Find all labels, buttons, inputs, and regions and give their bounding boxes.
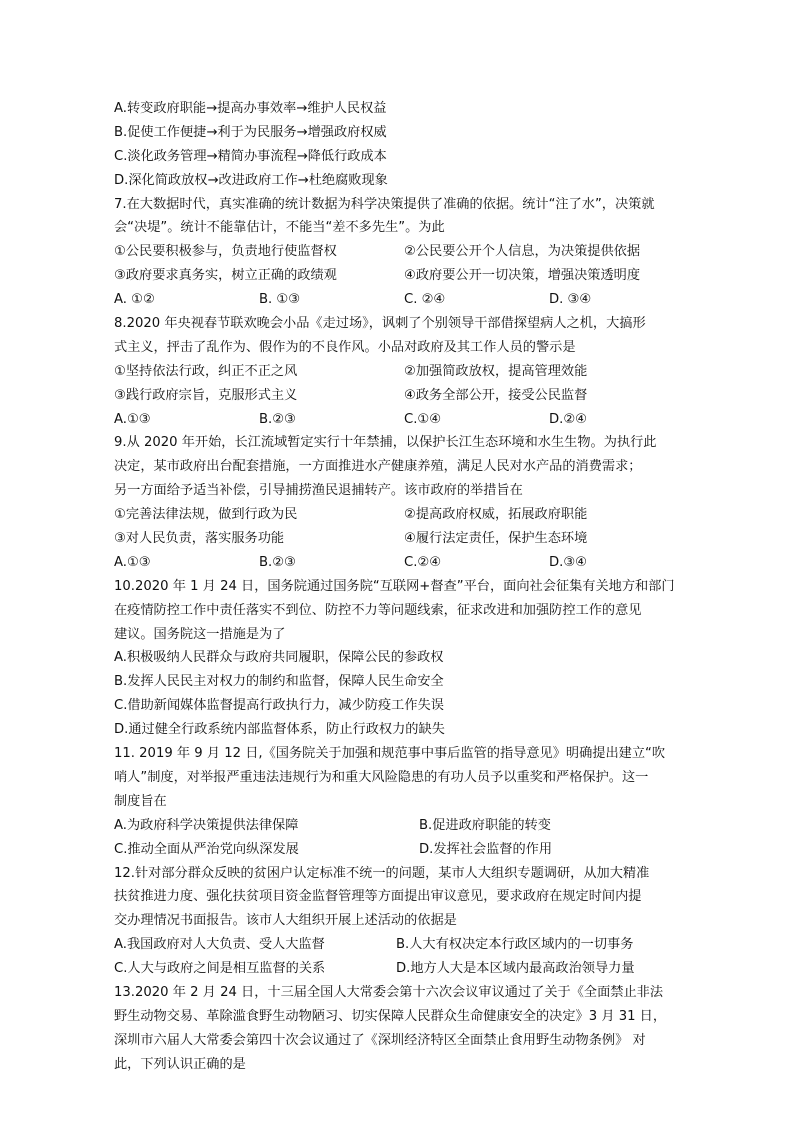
q12-choices-row-2 xyxy=(114,957,694,981)
q8-choice-d: D.②④ xyxy=(549,411,587,427)
q11-choices-row-1 xyxy=(114,814,694,838)
q11-stem-line-3: 制度旨在 xyxy=(114,793,167,809)
q11-choice-d: D.发挥社会监督的作用 xyxy=(419,841,553,857)
q9-stem-line-1: 9.从 2020 年开始，长江流域暂定实行十年禁捕，以保护长江生态环境和水生生物。为执行此 xyxy=(114,435,657,451)
q8-choice-a: A.①③ xyxy=(114,411,151,427)
q8-statement-4: ④政务全部公开，接受公民监督 xyxy=(404,387,588,403)
q10-stem-line-3: 建议。国务院这一措施是为了 xyxy=(114,626,286,642)
q8-choice-b: B.②③ xyxy=(259,411,296,427)
q12-stem-line-2: 扶贫推进力度、强化扶贫项目资金监督管理等方面提出审议意见，要求政府在规定时间内提 xyxy=(114,889,642,905)
q9-statements-row-1 xyxy=(114,503,694,527)
q8-stem-line-2: 式主义，抨击了乱作为、假作为的不良作风。小品对政府及其工作人员的警示是 xyxy=(114,339,576,355)
q6-option-c: C.淡化政务管理→精简办事流程→降低行政成本 xyxy=(114,148,387,164)
q8-statement-2: ②加强简政放权，提高管理效能 xyxy=(404,363,588,379)
q11-choices-row-2 xyxy=(114,838,694,862)
q9-statement-2: ②提高政府权威，拓展政府职能 xyxy=(404,507,588,523)
q7-statements-row-2 xyxy=(114,264,694,288)
q11-stem-line-2: 哨人”制度，对举报严重违法违规行为和重大风险隐患的有功人员予以重奖和严格保护。这一 xyxy=(114,769,649,785)
q7-stem-line-2: 会“决堤”。统计不能靠估计，不能当“差不多先生”。为此 xyxy=(114,220,445,236)
q11-choice-a: A.为政府科学决策提供法律保障 xyxy=(114,817,299,833)
q9-stem-line-2: 决定，某市政府出台配套措施，一方面推进水产健康养殖，满足人民对水产品的消费需求； xyxy=(114,459,642,475)
q6-option-a: A.转变政府职能→提高办事效率→维护人民权益 xyxy=(114,101,387,116)
q9-choice-b: B.②③ xyxy=(259,554,296,570)
q8-statement-1: ①坚持依法行政，纠正不正之风 xyxy=(114,363,298,379)
q11-choice-c: C.推动全面从严治党向纵深发展 xyxy=(114,841,299,857)
q12-choice-c: C.人大与政府之间是相互监督的关系 xyxy=(114,961,326,977)
q10-choice-a: A.积极吸纳人民群众与政府共同履职，保障公民的参政权 xyxy=(114,650,444,666)
q7-statement-3: ③政府要求真务实，树立正确的政绩观 xyxy=(114,268,337,284)
q13-stem-line-3: 深圳市六届人大常委会第四十次会议通过了《深圳经济特区全面禁止食用野生动物条例》 对 xyxy=(114,1032,646,1048)
q12-choice-b: B.人大有权决定本行政区域内的一切事务 xyxy=(396,937,634,953)
q9-statement-3: ③对人民负责，落实服务功能 xyxy=(114,531,285,547)
q12-choices-row-1 xyxy=(114,933,694,957)
q12-choice-d: D.地方人大是本区域内最高政治领导力量 xyxy=(396,961,635,977)
q12-stem-line-3: 交办理情况书面报告。该市人大组织开展上述活动的依据是 xyxy=(114,913,457,929)
q13-stem-line-2: 野生动物交易、革除滥食野生动物陋习、切实保障人民群众生命健康安全的决定》3 月 31 日， xyxy=(114,1008,667,1024)
q8-statement-3: ③践行政府宗旨，克服形式主义 xyxy=(114,387,298,403)
q7-stem-line-1: 7.在大数据时代，真实准确的统计数据为科学决策提供了准确的依据。统计“注了水”，决策就 xyxy=(114,196,655,212)
q7-choice-b: B. ①③ xyxy=(259,292,301,308)
q7-choice-d: D. ③④ xyxy=(549,292,592,308)
q7-choice-a: A. ①② xyxy=(114,292,155,308)
q13-stem-line-4: 此，下列认识正确的是 xyxy=(114,1056,246,1072)
q11-choice-b: B.促进政府职能的转变 xyxy=(419,817,551,833)
q8-statements-row-1 xyxy=(114,360,694,384)
q8-choices xyxy=(114,408,694,432)
q9-choice-a: A.①③ xyxy=(114,554,151,570)
q9-stem-line-3: 另一方面给予适当补偿，引导捕捞渔民退捕转产。该市政府的举措旨在 xyxy=(114,483,523,499)
q7-statements-row-1 xyxy=(114,240,694,264)
q7-choices xyxy=(114,288,694,312)
q7-statement-1: ①公民要积极参与，负责地行使监督权 xyxy=(114,244,337,260)
q12-stem-line-1: 12.针对部分群众反映的贫困户认定标准不统一的问题，某市人大组织专题调研，从加大精准 xyxy=(114,865,650,881)
q8-statements-row-2 xyxy=(114,384,694,408)
q9-choice-d: D.③④ xyxy=(549,554,587,570)
q10-choice-b: B.发挥人民民主对权力的制约和监督，保障人民生命安全 xyxy=(114,674,444,690)
q8-choice-c: C.①④ xyxy=(404,411,442,427)
q9-statements-row-2 xyxy=(114,527,694,551)
q9-statement-4: ④履行法定责任，保护生态环境 xyxy=(404,531,588,547)
q10-stem-line-2: 在疫情防控工作中责任落实不到位、防控不力等问题线索，征求改进和加强防控工作的意见 xyxy=(114,602,642,618)
document-body xyxy=(114,97,694,1077)
q7-statement-4: ④政府要公开一切决策，增强决策透明度 xyxy=(404,268,641,284)
q9-statement-1: ①完善法律法规，做到行政为民 xyxy=(114,507,298,523)
q6-option-d: D.深化简政放权→改进政府工作→杜绝腐败现象 xyxy=(114,172,388,188)
q6-option-b: B.促使工作便捷→利于为民服务→增强政府权威 xyxy=(114,124,387,140)
q10-choice-c: C.借助新闻媒体监督提高行政执行力，减少防疫工作失误 xyxy=(114,698,444,714)
q11-stem-line-1: 11. 2019 年 9 月 12 日,《国务院关于加强和规范事中事后监管的指导意见》明确提出建立“吹 xyxy=(114,746,666,762)
q7-choice-c: C. ②④ xyxy=(404,292,446,308)
q10-choice-d: D.通过健全行政系统内部监督体系，防止行政权力的缺失 xyxy=(114,722,445,738)
q9-choices xyxy=(114,551,694,575)
q12-choice-a: A.我国政府对人大负责、受人大监督 xyxy=(114,937,325,953)
q8-stem-line-1: 8.2020 年央视春节联欢晚会小品《走过场》，讽刺了个别领导干部借探望病人之机，大搞形 xyxy=(114,316,646,332)
q7-statement-2: ②公民要公开个人信息，为决策提供依据 xyxy=(404,244,641,260)
q13-stem-line-1: 13.2020 年 2 月 24 日，十三届全国人大常委会第十六次会议审议通过了关于《全面禁止非法 xyxy=(114,984,664,1000)
q10-stem-line-1: 10.2020 年 1 月 24 日，国务院通过国务院“互联网+督查”平台，面向社会征集有关地方和部门 xyxy=(114,578,675,594)
q9-choice-c: C.②④ xyxy=(404,554,442,570)
